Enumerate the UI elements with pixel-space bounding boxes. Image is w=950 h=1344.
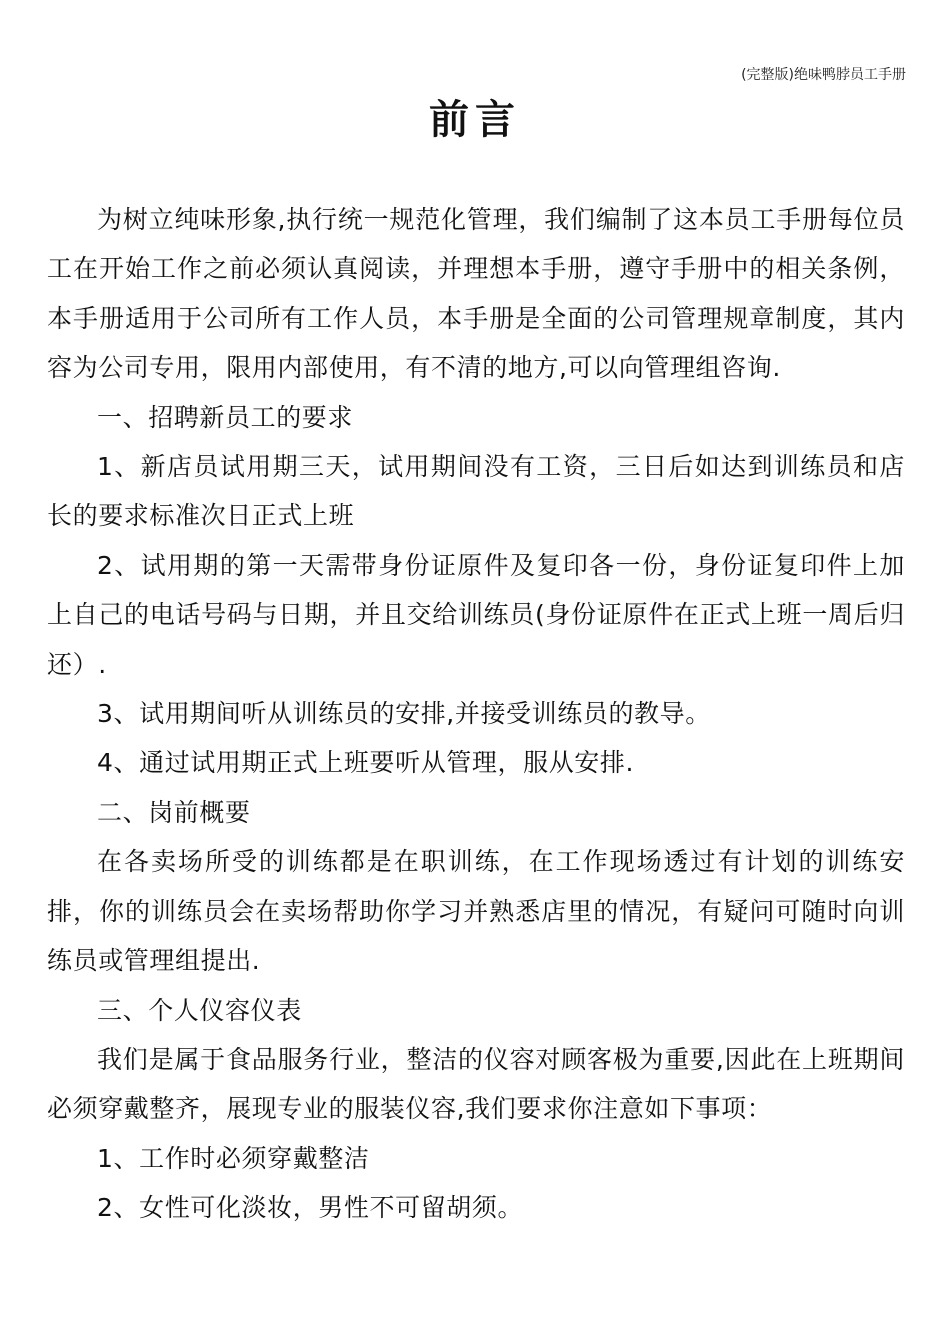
recruitment-item-4: 4、通过试用期正式上班要听从管理，服从安排. — [97, 748, 635, 778]
document-body — [47, 195, 905, 1233]
section-heading-recruitment: 一、招聘新员工的要求 — [97, 402, 354, 432]
section-heading-appearance: 三、个人仪容仪表 — [97, 995, 302, 1025]
appearance-item-2: 2、女性可化淡妆，男性不可留胡须。 — [97, 1193, 524, 1223]
recruitment-item-2: 2、试用期的第一天需带身份证原件及复印各一份，身份证复印件上加上自己的电话号码与日期，并且交给训练员(身份证原件在正式上班一周后归还）. — [47, 550, 905, 679]
page-title: 前言 — [429, 97, 521, 143]
appearance-item-1: 1、工作时必须穿戴整洁 — [97, 1143, 370, 1173]
running-header: (完整版)绝味鸭脖员工手册 — [741, 67, 906, 83]
section-heading-pre-job: 二、岗前概要 — [97, 797, 251, 827]
pre-job-paragraph: 在各卖场所受的训练都是在职训练，在工作现场透过有计划的训练安排，你的训练员会在卖场帮助你学习并熟悉店里的情况，有疑问可随时向训练员或管理组提出. — [47, 847, 905, 976]
appearance-paragraph: 我们是属于食品服务行业，整洁的仪容对顾客极为重要,因此在上班期间必须穿戴整齐，展现专业的服装仪容,我们要求你注意如下事项： — [47, 1044, 905, 1124]
recruitment-item-3: 3、试用期间听从训练员的安排,并接受训练员的教导。 — [97, 699, 711, 729]
recruitment-item-1: 1、新店员试用期三天，试用期间没有工资，三日后如达到训练员和店长的要求标准次日正式上班 — [47, 452, 905, 531]
intro-paragraph: 为树立纯味形象,执行统一规范化管理，我们编制了这本员工手册每位员工在开始工作之前必须认真阅读，并理想本手册，遵守手册中的相关条例，本手册适用于公司所有工作人员，本手册是全面的公司管理规章制度，其内容为公司专用，限用内部使用，有不清的地方,可以向管理组咨询. — [47, 205, 905, 383]
